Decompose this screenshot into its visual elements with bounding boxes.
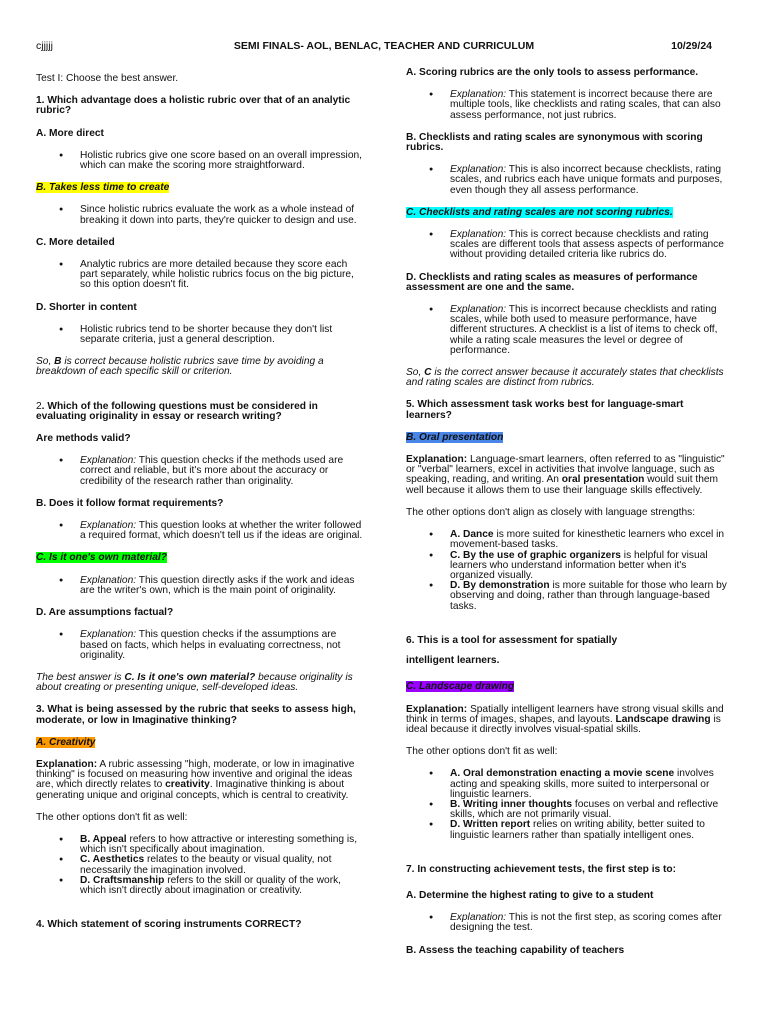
q6-text-line2: intelligent learners.: [406, 655, 500, 667]
header-date: 10/29/24: [671, 40, 712, 52]
q2-option-c-wrap: [36, 553, 364, 563]
q6-other-option-label: D. Written report: [450, 819, 531, 831]
q1-option-d: D. Shorter in content: [36, 301, 137, 313]
q3-exp-pre: A rubric assessing "high, moderate, or low in imaginative thinking" is focused on measuring how inventive and original the ideas are, which directly relates to: [36, 758, 355, 791]
q2-c-exp-text: This question directly asks if the work and ideas are the writer's own, which is the main point of originality.: [80, 574, 355, 596]
q5-other-option: [406, 530, 732, 550]
q2-option-d: D. Are assumptions factual?: [36, 607, 174, 619]
q4-c-exp-label: Explanation:: [450, 229, 507, 241]
q1-summary-pre: So,: [36, 356, 55, 368]
q3-other-option-text: relates to the beauty or visual quality, not necessarily the imagination involved.: [80, 854, 332, 876]
q5-other-options-list: [406, 530, 732, 612]
q2-text: . Which of the following questions must be considered in evaluating originality in essay or research writing?: [36, 400, 318, 422]
q4-option-a-list: [406, 90, 732, 121]
q4-d-exp-text: This is incorrect because checklists and rating scales, while both used to measure performance, have different structures. A checklist is a list of items to check off, while a rating scale measures the level or degree of performance.: [450, 304, 718, 356]
q1-option-a-list: [36, 151, 364, 171]
question-3: 3. What is being assessed by the rubric that seeks to assess high, moderate, or low in Imaginative thinking?: [36, 704, 356, 726]
q3-other-option: [36, 876, 364, 896]
q5-other-option-label: A. Dance: [450, 529, 494, 541]
q6-exp-pre: Spatially intelligent learners have strong visual skills and think in terms of images, shapes, and layouts.: [406, 703, 724, 725]
q1-option-b-list: [36, 205, 364, 225]
q3-exp-label: Explanation:: [36, 758, 98, 770]
q4-summary-answer: C: [424, 367, 432, 379]
question-5: 5. Which assessment task works best for language-smart learners?: [406, 399, 684, 421]
question-4: 4. Which statement of scoring instruments CORRECT?: [36, 919, 302, 931]
q4-c-exp-text: This is correct because checklists and rating scales are different tools that assess aspects of performance without providing detailed criteria like rubrics do.: [450, 229, 724, 261]
q4-option-b: B. Checklists and rating scales are synonymous with scoring rubrics.: [406, 131, 703, 154]
q2-summary-post: because originality is about creating or presenting unique, self-developed ideas.: [36, 671, 353, 694]
left-column: [36, 74, 364, 942]
q3-other-option: [36, 835, 364, 855]
q2-b-exp-text: This question looks at whether the writer followed a required format, which doesn't tell us if the ideas are original.: [80, 520, 363, 542]
q6-exp-keyword: Landscape drawing: [615, 713, 711, 725]
q6-other-options-intro: The other options don't fit as well:: [406, 746, 558, 758]
q1-option-a: A. More direct: [36, 127, 104, 139]
q6-other-options-list: [406, 769, 732, 840]
q4-b-exp-label: Explanation:: [450, 164, 507, 176]
q7-option-b: B. Assess the teaching capability of teachers: [406, 944, 625, 956]
q4-correct-answer: C. Checklists and rating scales are not scoring rubrics.: [406, 206, 673, 218]
question-1: 1. Which advantage does a holistic rubric over that of an analytic rubric?: [36, 95, 351, 117]
q3-other-option-text: refers to how attractive or interesting something is, which isn't specifically about imagination.: [80, 833, 358, 856]
q1-option-d-list: [36, 325, 364, 345]
q2-option-b: B. Does it follow format requirements?: [36, 497, 224, 509]
q2-option-a-list: [36, 456, 364, 487]
q1-option-b-wrap: [36, 183, 364, 193]
q4-option-b-list: [406, 165, 732, 196]
q4-option-c-explanation: [406, 230, 732, 261]
q7-option-a-list: [406, 913, 732, 933]
q3-exp-post: . Imaginative thinking is about generating unique and original concepts, which is central to creativity.: [36, 779, 349, 801]
q6-other-option-text: involves acting and speaking skills, more suited to interpersonal or linguistic learners.: [450, 768, 714, 800]
q3-other-option-text: refers to the skill or quality of the work, which isn't directly about imagination or creativity.: [80, 874, 342, 896]
q2-option-a: Are methods valid?: [36, 433, 131, 445]
q2-option-c-explanation: [36, 576, 364, 596]
q2-option-b-explanation: [36, 521, 364, 541]
q1-summary-post: is correct because holistic rubrics save time by avoiding a breakdown of each specific skill or criterion.: [36, 356, 324, 378]
q2-summary-answer: C. Is it one's own material?: [124, 671, 256, 683]
q6-answer-wrap: [406, 682, 732, 692]
q5-exp-post: would suit them well because it allows them to use their language skills effectively.: [406, 474, 719, 496]
q6-other-option-text: focuses on verbal and reflective skills, which are not primarily visual.: [450, 798, 719, 821]
q5-exp-pre: Language-smart learners, often referred to as "linguistic" or "verbal" learners, excel in activities that involve language, such as speaking, reading, and writing. An: [406, 454, 725, 486]
q4-option-d-explanation: [406, 305, 732, 356]
q3-other-option-label: B. Appeal: [80, 833, 127, 845]
q4-summary-pre: So,: [406, 367, 425, 379]
q1-option-d-explanation: ● Holistic rubrics tend to be shorter because they don't list separate criteria, just a general description.: [36, 325, 364, 345]
q5-explanation: [406, 455, 732, 496]
q2-number: 2: [36, 400, 42, 412]
q1-option-a-explanation: ● Holistic rubrics give one score based on an overall impression, which can make the scoring more straightforward.: [36, 151, 364, 171]
q5-other-option-text: is helpful for visual learners who understand information better when it's organized visually.: [450, 549, 708, 581]
q5-answer-wrap: [406, 433, 732, 443]
q1-option-c-explanation: ● Analytic rubrics are more detailed because they score each part separately, while holistic rubrics focus on the big picture, so this option doesn't fit.: [36, 260, 364, 291]
q4-option-c-list: [406, 230, 732, 261]
q2-c-exp-label: Explanation:: [80, 574, 137, 586]
q4-option-b-explanation: [406, 165, 732, 196]
q4-option-a-explanation: [406, 90, 732, 121]
q7-a-exp-label: Explanation:: [450, 912, 507, 924]
q6-other-option: [406, 769, 732, 800]
q5-exp-label: Explanation:: [406, 454, 468, 466]
q6-exp-post: is ideal because it directly involves visual-spatial skills.: [406, 713, 721, 735]
q2-summary-pre: The best answer is: [36, 671, 125, 683]
q2-option-d-explanation: [36, 630, 364, 661]
q6-other-option-text: relies on writing ability, better suited to linguistic learners rather than spatially intelligent ones.: [450, 819, 705, 841]
q3-other-option: [36, 855, 364, 875]
q6-explanation: [406, 705, 732, 736]
q1-summary: [36, 357, 364, 377]
q3-exp-keyword: creativity: [165, 779, 210, 791]
q5-other-option-text: is more suitable for those who learn by observing and doing, rather than through language-based tasks.: [450, 580, 727, 612]
q2-d-exp-label: Explanation:: [80, 629, 137, 641]
q4-summary: [406, 368, 732, 388]
q6-correct-answer: C. Landscape drawing: [406, 681, 515, 693]
q7-option-a-explanation: [406, 913, 732, 933]
q2-summary: [36, 673, 364, 693]
q3-other-option-label: D. Craftsmanship: [80, 874, 165, 886]
q7-a-exp-text: This is not the first step, as scoring comes after designing the test.: [450, 912, 722, 934]
q4-a-exp-label: Explanation:: [450, 89, 507, 101]
q2-a-exp-text: This question checks if the methods used are correct and reliable, but it's more about the accuracy or credibility of the research rather than originality.: [80, 455, 344, 487]
q4-option-d: D. Checklists and rating scales as measures of performance assessment are one and the same.: [406, 271, 698, 293]
q4-summary-post: is the correct answer because it accurately states that checklists and rating scales are distinct from rubrics.: [406, 367, 724, 389]
q2-option-a-explanation: [36, 456, 364, 487]
q4-option-d-list: [406, 305, 732, 356]
q2-correct-answer: C. Is it one's own material?: [36, 552, 167, 564]
q2-option-d-list: [36, 630, 364, 661]
q5-other-option-label: C. By the use of graphic organizers: [450, 549, 621, 561]
q7-option-a: A. Determine the highest rating to give to a student: [406, 889, 654, 901]
q3-correct-answer: A. Creativity: [36, 736, 96, 748]
q2-b-exp-label: Explanation:: [80, 520, 137, 532]
question-6: [406, 636, 732, 667]
q5-correct-answer: B. Oral presentation: [406, 431, 504, 443]
q1-summary-answer: B: [54, 356, 62, 368]
q5-other-option-label: D. By demonstration: [450, 580, 550, 592]
question-2: [36, 402, 364, 422]
q3-other-option-label: C. Aesthetics: [80, 854, 145, 866]
q2-a-exp-label: Explanation:: [80, 455, 137, 467]
q2-option-b-list: [36, 521, 364, 541]
q3-other-options-list: [36, 835, 364, 896]
q5-other-option-text: is more suited for kinesthetic learners who excel in movement-based tasks.: [450, 529, 725, 551]
q6-other-option: [406, 800, 732, 820]
q2-option-c-list: [36, 576, 364, 596]
q4-option-a: A. Scoring rubrics are the only tools to assess performance.: [406, 67, 699, 78]
q4-option-c-wrap: [406, 208, 732, 218]
header-title: SEMI FINALS- AOL, BENLAC, TEACHER AND CURRICULUM: [233, 40, 535, 52]
q1-option-b-explanation: ● Since holistic rubrics evaluate the work as a whole instead of breaking it down into parts, they're quicker to design and use.: [36, 205, 364, 225]
q1-option-c: C. More detailed: [36, 236, 115, 248]
q6-exp-label: Explanation:: [406, 703, 468, 715]
q6-text-line1: 6. This is a tool for assessment for spatially: [406, 634, 618, 646]
q5-other-option: [406, 551, 732, 582]
q6-other-option-label: A. Oral demonstration enacting a movie scene: [450, 768, 675, 780]
q5-exp-keyword: oral presentation: [561, 474, 645, 486]
q5-other-options-intro: The other options don't align as closely with language strengths:: [406, 506, 696, 518]
q1-option-c-list: [36, 260, 364, 291]
q5-other-option: [406, 581, 732, 612]
q3-explanation: [36, 760, 364, 801]
right-column: [406, 68, 732, 968]
q3-answer-wrap: [36, 738, 364, 748]
q1-correct-answer: B. Takes less time to create: [36, 182, 170, 194]
question-7: 7. In constructing achievement tests, the first step is to:: [406, 863, 677, 875]
q4-d-exp-label: Explanation:: [450, 304, 507, 316]
q4-a-exp-text: This statement is incorrect because there are multiple tools, like checklists and rating scales, that can also assess performance, not just rubrics.: [450, 89, 721, 121]
q6-other-option: [406, 820, 732, 840]
test-instructions: Test I: Choose the best answer.: [36, 73, 179, 84]
q4-b-exp-text: This is also incorrect because checklists, rating scales, and rubrics each have unique formats and purposes, even though they all assess performance.: [450, 164, 723, 196]
header-left: cjjjjj: [36, 40, 53, 52]
q3-other-options-intro: The other options don't fit as well:: [36, 811, 188, 823]
q2-d-exp-text: This question checks if the assumptions are based on facts, which helps in evaluating correctness, not originality.: [80, 629, 341, 661]
q6-other-option-label: B. Writing inner thoughts: [450, 798, 573, 810]
